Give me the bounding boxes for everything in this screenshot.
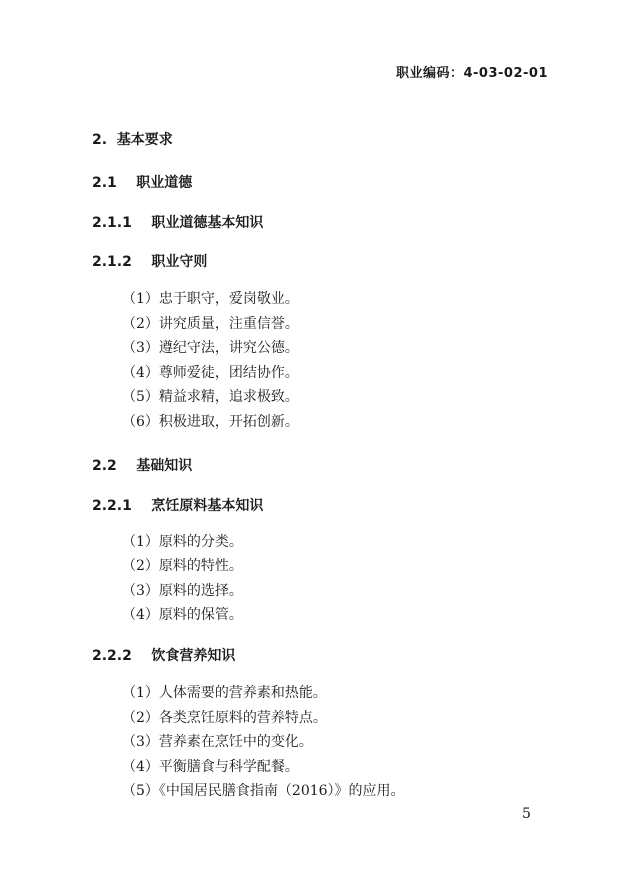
section-heading-2: 2. 基本要求	[92, 132, 173, 148]
list-item: （2）原料的特性。	[122, 558, 243, 575]
section-heading-2-2: 2.2 基础知识	[92, 457, 193, 474]
list-item: （3）遵纪守法，讲究公德。	[122, 340, 299, 357]
list-item: （2）各类烹饪原料的营养特点。	[122, 709, 327, 726]
list-item: （5）《中国居民膳食指南（2016）》的应用。	[122, 783, 405, 800]
page-number: 5	[522, 806, 531, 822]
nutrition-knowledge-list	[92, 681, 552, 804]
list-item: （1）人体需要的营养素和热能。	[122, 684, 327, 701]
section-heading-2-1-2: 2.1.2 职业守则	[92, 254, 208, 270]
list-item: （3）原料的选择。	[122, 582, 243, 599]
list-item: （2）讲究质量，注重信誉。	[122, 315, 299, 332]
ingredients-knowledge-list	[92, 530, 552, 628]
list-item: （4）尊师爱徒，团结协作。	[122, 364, 299, 381]
code-of-conduct-list	[92, 287, 552, 435]
list-item: （3）营养素在烹饪中的变化。	[122, 734, 313, 751]
document-body	[92, 130, 552, 804]
list-item: （4）平衡膳食与科学配餐。	[122, 758, 299, 775]
list-item: （6）积极进取，开拓创新。	[122, 413, 299, 430]
section-heading-2-2-2: 2.2.2 饮食营养知识	[92, 647, 236, 664]
list-item: （1）原料的分类。	[122, 533, 243, 550]
list-item: （4）原料的保管。	[122, 607, 243, 624]
list-item: （1）忠于职守，爱岗敬业。	[122, 291, 299, 307]
section-heading-2-1: 2.1 职业道德	[92, 175, 193, 191]
section-heading-2-1-1: 2.1.1 职业道德基本知识	[92, 215, 264, 231]
occupation-code: 职业编码：4-03-02-01	[395, 66, 548, 81]
list-item: （5）精益求精，追求极致。	[122, 389, 299, 406]
section-heading-2-2-1: 2.2.1 烹饪原料基本知识	[92, 497, 264, 514]
